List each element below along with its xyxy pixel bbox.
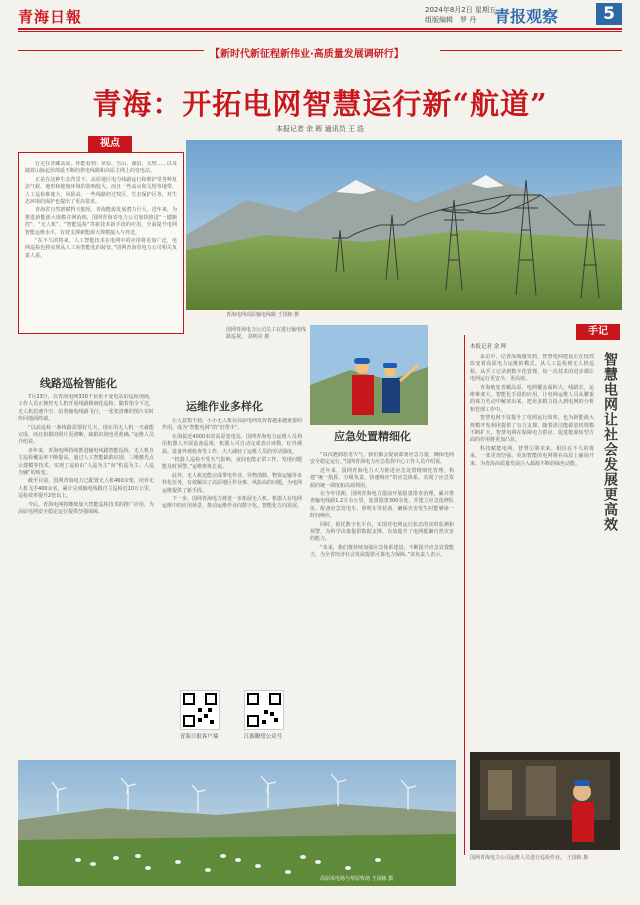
header-rule <box>18 28 622 30</box>
intro-paragraph: 正是在这种生态背景下，高原地区电力线路运行和维护受各种复杂气候、地形和地貌环境的影响较大，而且一些高山和戈壁等地带，人工巡检难度大，风险高，一些线路经过牧区、生态保护区等，对生态环境的保护也提出了更高要求。 <box>25 176 177 206</box>
notebook-rule <box>464 335 465 855</box>
section3-paragraph: “未来，我们将持续加强应急体系建设，不断提升应急处置能力，为全省经济社会发展提供可靠电力保障。”该负责人表示。 <box>310 544 454 559</box>
qr-code-left[interactable] <box>180 690 220 730</box>
notebook-author: 本报记者 余 晖 <box>470 344 507 350</box>
section2-text <box>162 418 302 680</box>
intro-paragraph: “在不久的将来，人工智能技术在电网中的应用将更加广泛，电网巡检也将实现从人工向智能化的转变。”国网青海省电力公司相关负责人说。 <box>25 238 177 259</box>
issue-date: 2024年8月2日 <box>425 6 473 14</box>
section3-paragraph: 在今年汛期，国网青海电力提前开展隐患排查治理，累计排查输电线路1.2万余公里，处置隐患300余处，并建立应急抢修队伍，配备应急发电车、照明车等装备，确保灾害发生时能够第一时间响应。 <box>310 491 454 520</box>
notebook-tag: 手记 <box>576 324 620 340</box>
section2-paragraph: 让人意想不到，小小无人机在高原电网发挥着越来越重要的作用，成为“智能电网”的“好帮手”。 <box>162 418 302 432</box>
section2-paragraph: “机器人巡检不受天气影响，夜间也能正常工作，发现问题能及时预警。”运维班班长说。 <box>162 457 302 471</box>
section1-paragraph: 截至目前，国网青海电力已配置无人机460余架，培养无人机飞手400余名，累计完成输电线路自主巡检近10万公里，巡检效率提升2倍以上。 <box>18 478 154 500</box>
section1-paragraph: 今后，青海电网将继续加大智能巡检技术的推广应用，为高原电网安全稳定运行提供坚强保障。 <box>18 501 154 516</box>
section3-paragraph: 近年来，国网青海电力大力推进应急处置精细化管理，构建“统一指挥、分级负责、快速响应”的应急体系，实现了应急资源的统一调度和高效利用。 <box>310 467 454 489</box>
section2-title: 运维作业多样化 <box>186 400 263 413</box>
view-tag: 视点 <box>88 136 132 152</box>
notebook-photo-graphic <box>470 752 620 850</box>
issue-editors: 组版编辑 罗 丹 <box>425 16 477 24</box>
intro-text <box>25 161 177 327</box>
bottom-photo <box>18 760 456 886</box>
issue-weekday: 星期五 <box>474 6 496 14</box>
section3-paragraph: 同时，依托数字化平台，实现对电网运行状态的实时监测和预警，为科学决策提供数据支撑，有效提升了电网抵御自然灾害的能力。 <box>310 521 454 543</box>
intro-box <box>18 152 184 334</box>
inset-photo-graphic <box>310 325 428 425</box>
notebook-paragraph: 青海地处青藏高原，电网覆盖面积大、线路长，运维难度大。智能化手段的应用，让电网运维人员从繁重的体力劳动中解放出来，把更多精力投入到电网的分析和管理工作中。 <box>470 384 594 413</box>
notebook-paragraph: 科技赋能电网，智慧引领未来。相信在不久的将来，一张更加坚强、更加智能的电网将在高原上铺展开来，为青海高质量发展注入源源不断的绿色动能。 <box>470 445 594 467</box>
bottom-photo-caption: 高原风电场与草原牧场 王国栋 摄 <box>320 876 394 882</box>
qr-pattern-left <box>181 691 219 729</box>
section1-paragraph: 7月23日，在青海电网330千伏鱼卡变电站的巡检现场，工作人员正操控无人机开展线路精细化巡检，随着指令下达，无人机迅速升空，沿着输电线路飞行，一张张清晰的图片实时传回地面终端。 <box>18 394 154 423</box>
notebook-paragraph: 采访中，记者深刻感受到，智慧电网建设正在悄然改变着高原电力运维的模式。从人工巡检到无人机巡检，从手工记录到数字化管理，每一次技术的进步都让电网运行更安全、更高效。 <box>470 354 594 383</box>
main-photo-graphic <box>186 140 622 310</box>
section3-title: 应急处置精细化 <box>334 430 411 443</box>
banner-rule-right <box>440 50 622 51</box>
series-banner: 【新时代新征程新伟业·高质量发展调研行】 <box>210 49 404 60</box>
newspaper-logo: 青海日報 <box>18 8 83 26</box>
bottom-photo-graphic <box>18 760 456 886</box>
qr-pattern-right <box>245 691 283 729</box>
inset-photo-caption: 国网青海电力公司员工在进行输电线路巡视。 刘明亮 摄 <box>226 327 307 340</box>
section1-title: 线路巡检智能化 <box>40 377 117 390</box>
qr-caption-left: 青海日报客户端 <box>179 734 219 740</box>
notebook-photo <box>470 752 620 850</box>
page-number: 5 <box>596 3 622 25</box>
section3-paragraph: “每次遇到恶劣天气，我们都会提前部署应急力量，确保电网安全稳定运行。”国网青海电力应急指挥中心工作人员介绍说。 <box>310 452 454 466</box>
section2-paragraph: 此外，无人机还能完成带电作业、异物清除、物资运输等多样化任务，有效解决了高原地区作业难、风险高的问题，为电网运维提供了新手段。 <box>162 472 302 494</box>
qr-caption-right: 江源瞭望公众号 <box>243 734 283 740</box>
notebook-paragraph: 智慧电网不仅提升了电网运行效率，也为新能源大规模开发利用提供了有力支撑。随着清洁能源装机规模不断扩大，智慧电网在保障电力供应、促进能源转型方面的作用将更加凸显。 <box>470 415 594 444</box>
section2-paragraph: 下一步，国网青海电力将进一步拓展无人机、机器人在电网运维中的应用场景，推动运维作业向数字化、智能化方向发展。 <box>162 496 302 510</box>
qr-code-right[interactable] <box>244 690 284 730</box>
issue-info <box>425 5 496 25</box>
intro-paragraph: 青海省自然禀赋得天独厚，青海能源发展潜力巨大。近年来，为推进新能源大规模并网消纳，国网青海省电力公司加快推进“一键顺控”、“无人机”、“智能巡检”等新技术新手段的应用，全面提升电网智能运维水平，有效支撑新能源大规模接入与外送。 <box>25 207 177 236</box>
intro-paragraph: 行走在青藏高原，你能看到：草原、雪山、湖泊、戈壁……以及随着山脉起伏绵延不断的供电线路和高原主网上的变电站。 <box>25 161 177 175</box>
headline: 青海：开拓电网智慧运行新“航道” <box>92 87 548 121</box>
section-title: 青报观察 <box>494 7 559 26</box>
section1-paragraph: 多年来，青海电网持续推进输电线路智能巡检，无人机自主巡检覆盖率不断提高，通过人工智能缺陷识别、三维激光点云建模等技术，实现了巡检由“人巡为主”向“机巡为主、人巡为辅”的转变。 <box>18 447 154 477</box>
section2-paragraph: 在海拔近4000米的高原变电站，国网青海电力运维人员利用机器人开展设备巡视，机器人可自动完成表计读数、红外测温、设备外观检查等工作，大大减轻了运维人员的劳动强度。 <box>162 433 302 455</box>
section1-paragraph: “以前巡检一条线路需要好几天，现在用无人机一天就能完成，而且拍摄的照片更清晰，缺陷识别也更准确。”运维人员介绍说。 <box>18 424 154 446</box>
byline: 本报记者 余 晖 通讯员 王 浩 <box>275 125 365 133</box>
notebook-text <box>470 354 594 744</box>
header-rule-thin <box>18 31 622 32</box>
inset-photo <box>310 325 428 425</box>
notebook-title: 智慧电网让社会发展更高效 <box>602 352 618 532</box>
main-photo <box>186 140 622 310</box>
banner-rule-left <box>18 50 204 51</box>
notebook-photo-caption: 国网青海电力公司运维人员进行巡检作业。 王国栋 摄 <box>470 855 589 861</box>
main-photo-caption: 青海电网高原输电线路 王国栋 摄 <box>226 312 300 318</box>
